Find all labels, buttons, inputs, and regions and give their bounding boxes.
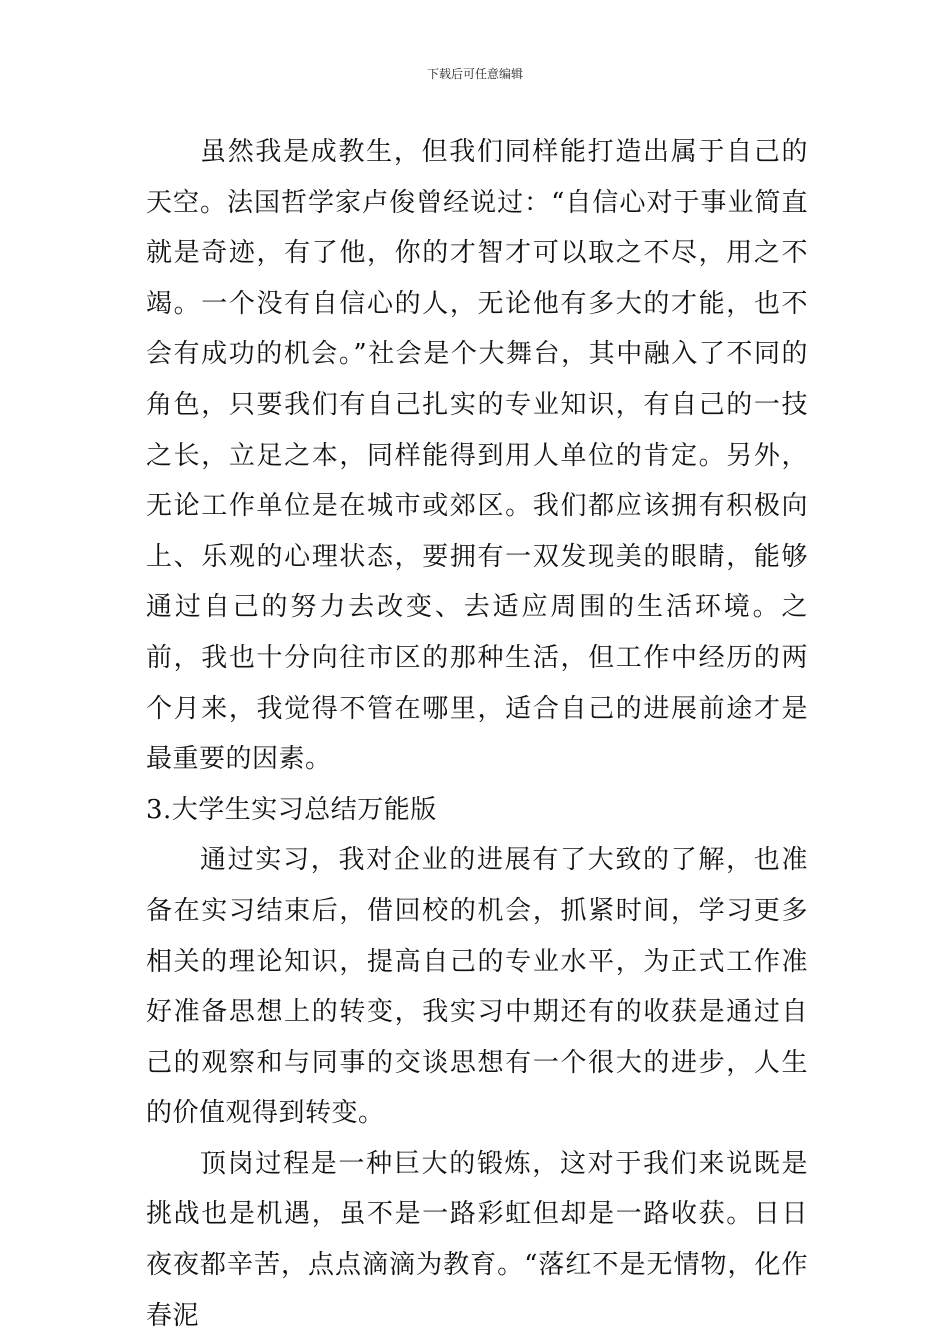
document-body: [146, 127, 808, 1341]
paragraph-internship-challenge: 顶岗过程是一种巨大的锻炼，这对于我们来说既是挑战也是机遇，虽不是一路彩虹但却是一路收获。日日夜夜都辛苦，点点滴滴为教育。“落红不是无情物，化作春泥: [146, 1148, 808, 1331]
paragraph-internship-understanding: 通过实习，我对企业的进展有了大致的了解，也准备在实习结束后，借回校的机会，抓紧时间，学习更多相关的理论知识，提高自己的专业水平，为正式工作准好准备思想上的转变，我实习中期还有的收获是通过自己的观察和与同事的交谈思想有一个很大的进步，人生的价值观得到转变。: [146, 845, 808, 1129]
page-header: 下载后可任意编辑: [426, 67, 523, 81]
section-heading: 3.大学生实习总结万能版: [146, 794, 437, 825]
paragraph-self-confidence: 虽然我是成教生，但我们同样能打造出属于自己的天空。法国哲学家卢俊曾经说过：“自信心对于事业简直就是奇迹，有了他，你的才智才可以取之不尽，用之不竭。一个没有自信心的人，无论他有多大的才能，也不会有成功的机会。”社会是个大舞台，其中融入了不同的角色，只要我们有自己扎实的专业知识，有自己的一技之长，立足之本，同样能得到用人单位的肯定。另外，无论工作单位是在城市或郊区。我们都应该拥有积极向上、乐观的心理状态，要拥有一双发现美的眼睛，能够通过自己的努力去改变、去适应周围的生活环境。之前，我也十分向往市区的那种生活，但工作中经历的两个月来，我觉得不管在哪里，适合自己的进展前途才是最重要的因素。: [146, 137, 808, 775]
